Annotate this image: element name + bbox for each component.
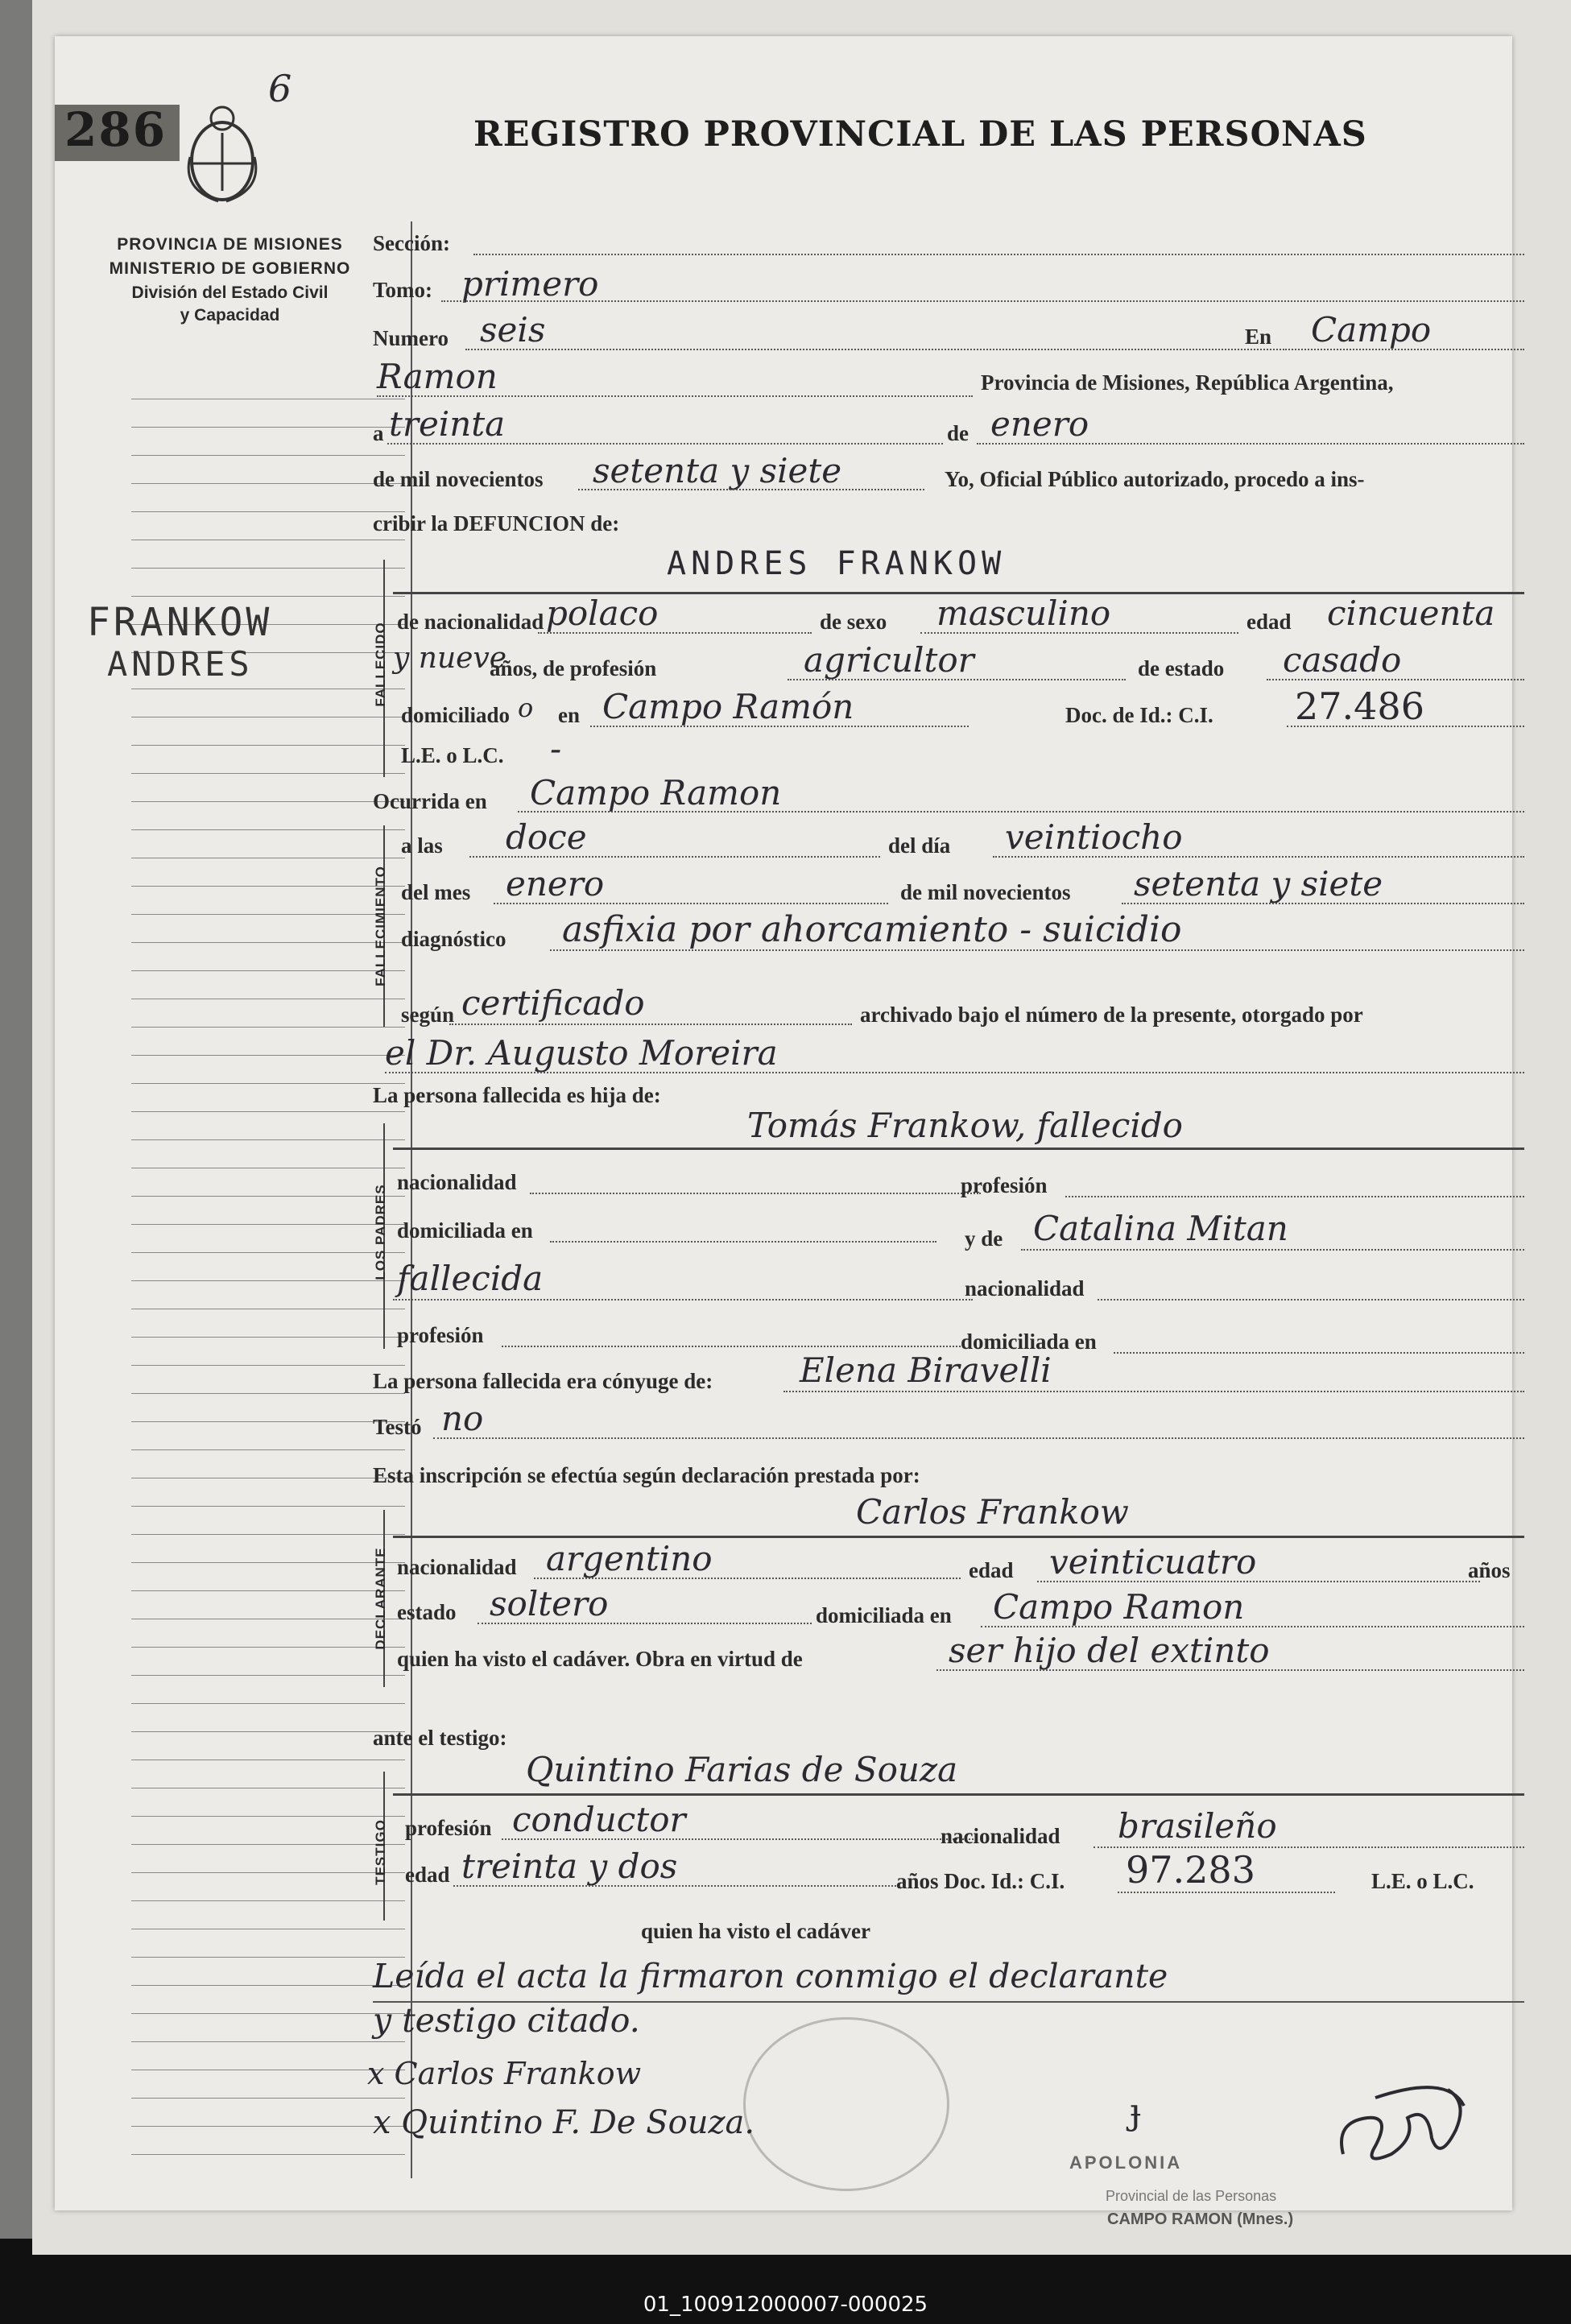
official-signature-icon <box>1327 2074 1480 2186</box>
medico-value: el Dr. Augusto Moreira <box>385 1033 778 1073</box>
closing-line-1: Leída el acta la firmaron conmigo el declarante <box>373 1957 1168 1995</box>
testigo-profesion-value: conductor <box>512 1800 686 1839</box>
conyuge-label: La persona fallecida era cónyuge de: <box>373 1369 713 1393</box>
declarante-virtud-value: ser hijo del extinto <box>949 1631 1270 1670</box>
day-label: a <box>373 421 384 445</box>
domiciliado-suffix: o <box>518 693 534 723</box>
madre-profesion-label: profesión <box>397 1323 484 1347</box>
certificate-sheet <box>55 36 1512 2228</box>
testigo-visto-text: quien ha visto el cadáver <box>641 1919 871 1943</box>
diagnostico-label: diagnóstico <box>401 927 506 951</box>
domicilio-en-label: en <box>558 703 580 727</box>
margin-note-surname: FRANKOW <box>87 600 273 645</box>
padre-nacionalidad-label: nacionalidad <box>397 1170 517 1194</box>
declarante-nacionalidad-value: argentino <box>546 1539 713 1578</box>
anio-label: de mil novecientos <box>900 880 1071 904</box>
edad-label: edad <box>1246 610 1292 634</box>
signature-mark: ɟ <box>1130 2091 1141 2132</box>
year-value: setenta y siete <box>593 451 842 490</box>
office-capacity: y Capacidad <box>180 306 280 325</box>
segun-label: según <box>401 1003 455 1027</box>
declarante-estado-label: estado <box>397 1600 457 1624</box>
declarante-estado-value: soltero <box>490 1584 609 1623</box>
seccion-label: Sección: <box>373 231 450 255</box>
domicilio-value: Campo Ramón <box>602 687 854 726</box>
coat-of-arms-icon <box>174 101 271 209</box>
dia-label: del día <box>888 833 951 858</box>
province-text: Provincia de Misiones, República Argentina, <box>981 370 1394 395</box>
ocurrida-label: Ocurrida en <box>373 789 487 813</box>
ocurrida-value: Campo Ramon <box>530 773 782 813</box>
place-value: Ramon <box>377 357 498 396</box>
estado-value: casado <box>1283 640 1402 680</box>
declarante-domiciliada-label: domiciliada en <box>816 1603 952 1627</box>
padre-value: Tomás Frankow, fallecido <box>747 1106 1183 1145</box>
cribir-text: cribir la DEFUNCION de: <box>373 511 620 536</box>
padres-section-label: LOS PADRES <box>373 1184 388 1280</box>
tomo-label: Tomo: <box>373 278 433 302</box>
testigo-profesion-label: profesión <box>405 1816 492 1840</box>
page-mark: 6 <box>268 67 292 110</box>
doc-value: 27.486 <box>1295 684 1424 728</box>
declarante-name: Carlos Frankow <box>856 1492 1129 1532</box>
testigo-section-label: TESTIGO <box>373 1819 388 1885</box>
fallecido-name: ANDRES FRANKOW <box>667 545 1007 582</box>
sexo-label: de sexo <box>820 610 887 634</box>
testigo-le-label: L.E. o L.C. <box>1371 1869 1474 1893</box>
padre-domiciliada-label: domiciliada en <box>397 1218 533 1243</box>
nacionalidad-value: polaco <box>546 593 659 633</box>
folio-number: 286 <box>64 102 167 157</box>
testigo-edad-label: edad <box>405 1863 450 1887</box>
office-division: División del Estado Civil <box>131 283 329 302</box>
stamp-line-1: APOLONIA <box>1069 2152 1183 2173</box>
declarante-edad-label: edad <box>969 1558 1014 1582</box>
stamp-line-3: CAMPO RAMON (Mnes.) <box>1107 2210 1294 2228</box>
testo-value: no <box>441 1399 484 1438</box>
y-de-label: y de <box>965 1226 1003 1251</box>
month-label: de <box>947 421 969 445</box>
dia-value: veintiocho <box>1005 817 1183 857</box>
anio-value: setenta y siete <box>1134 864 1383 904</box>
fallecimiento-section-label: FALLECIMIENTO <box>373 866 388 986</box>
a-las-label: a las <box>401 833 443 858</box>
estado-label: de estado <box>1138 656 1225 680</box>
testigo-name: Quintino Farias de Souza <box>526 1750 958 1789</box>
nacionalidad-label: de nacionalidad <box>397 610 544 634</box>
signature-declarante: x Carlos Frankow <box>367 2056 642 2091</box>
profesion-value: agricultor <box>804 640 974 680</box>
declarante-anos-label: años <box>1468 1558 1511 1582</box>
margin-note-given: ANDRES <box>107 644 254 684</box>
sexo-value: masculino <box>936 593 1111 633</box>
testo-label: Testó <box>373 1415 422 1439</box>
le-label: L.E. o L.C. <box>401 743 504 767</box>
madre-estado-value: fallecida <box>397 1259 544 1298</box>
conyuge-value: Elena Biravelli <box>800 1350 1052 1390</box>
declarante-section-label: DECLARANTE <box>373 1547 388 1650</box>
le-value: - <box>550 729 562 768</box>
official-seal <box>743 2017 949 2191</box>
declarante-visto-text: quien ha visto el cadáver. Obra en virtud de <box>397 1647 803 1671</box>
signature-testigo: x Quintino F. De Souza. <box>373 2104 755 2141</box>
testigo-edad-value: treinta y dos <box>461 1846 678 1886</box>
diagnostico-value: asfixia por ahorcamiento - suicidio <box>562 909 1182 950</box>
en-value: Campo <box>1311 310 1432 349</box>
en-label: En <box>1245 325 1272 349</box>
archivado-text: archivado bajo el número de la presente, otorgado por <box>860 1003 1363 1027</box>
madre-value: Catalina Mitan <box>1033 1209 1288 1248</box>
office-block <box>71 235 389 325</box>
anos-profesion-label: años, de profesión <box>490 656 657 680</box>
page-title: REGISTRO PROVINCIAL DE LAS PERSONAS <box>473 114 1367 155</box>
mes-value: enero <box>506 864 605 904</box>
domiciliado-label: domiciliado <box>401 703 511 727</box>
year-prefix: de mil novecientos <box>373 467 544 491</box>
ante-testigo-text: ante el testigo: <box>373 1726 507 1750</box>
hora-value: doce <box>506 817 587 857</box>
testigo-doc-value: 97.283 <box>1126 1848 1255 1892</box>
declarante-nacionalidad-label: nacionalidad <box>397 1555 517 1579</box>
madre-domiciliada-label: domiciliada en <box>961 1329 1097 1354</box>
testigo-nacionalidad-value: brasileño <box>1118 1806 1277 1846</box>
inscripcion-text: Esta inscripción se efectúa según declaración prestada por: <box>373 1463 920 1487</box>
oficial-text: Yo, Oficial Público autorizado, procedo a ins- <box>945 467 1365 491</box>
doc-label: Doc. de Id.: C.I. <box>1065 703 1213 727</box>
segun-value: certificado <box>461 983 645 1023</box>
closing-line-2: y testigo citado. <box>373 2001 640 2040</box>
office-ministry: MINISTERIO DE GOBIERNO <box>109 259 351 278</box>
stamp-line-2: Provincial de las Personas <box>1106 2188 1277 2204</box>
numero-label: Numero <box>373 326 449 350</box>
padre-profesion-label: profesión <box>961 1173 1048 1197</box>
testigo-nacionalidad-label: nacionalidad <box>941 1824 1060 1848</box>
hija-text: La persona fallecida es hija de: <box>373 1083 661 1107</box>
edad-value-2: y nueve <box>393 642 507 675</box>
testigo-anos-doc-label: años Doc. Id.: C.I. <box>896 1869 1065 1893</box>
edad-value: cincuenta <box>1327 593 1495 633</box>
fallecido-section-label: FALLECIDO <box>373 622 388 707</box>
book-binding <box>0 0 32 2239</box>
mes-label: del mes <box>401 880 471 904</box>
numero-value: seis <box>480 310 546 349</box>
madre-nacionalidad-label: nacionalidad <box>965 1276 1085 1301</box>
tomo-value: primero <box>461 264 599 304</box>
declarante-edad-value: veinticuatro <box>1049 1542 1257 1582</box>
office-province: PROVINCIA DE MISIONES <box>117 235 343 254</box>
month-value: enero <box>990 404 1089 444</box>
declarante-domicilio-value: Campo Ramon <box>993 1587 1245 1627</box>
day-value: treinta <box>389 404 506 444</box>
image-caption: 01_100912000007-000025 <box>643 2293 928 2317</box>
